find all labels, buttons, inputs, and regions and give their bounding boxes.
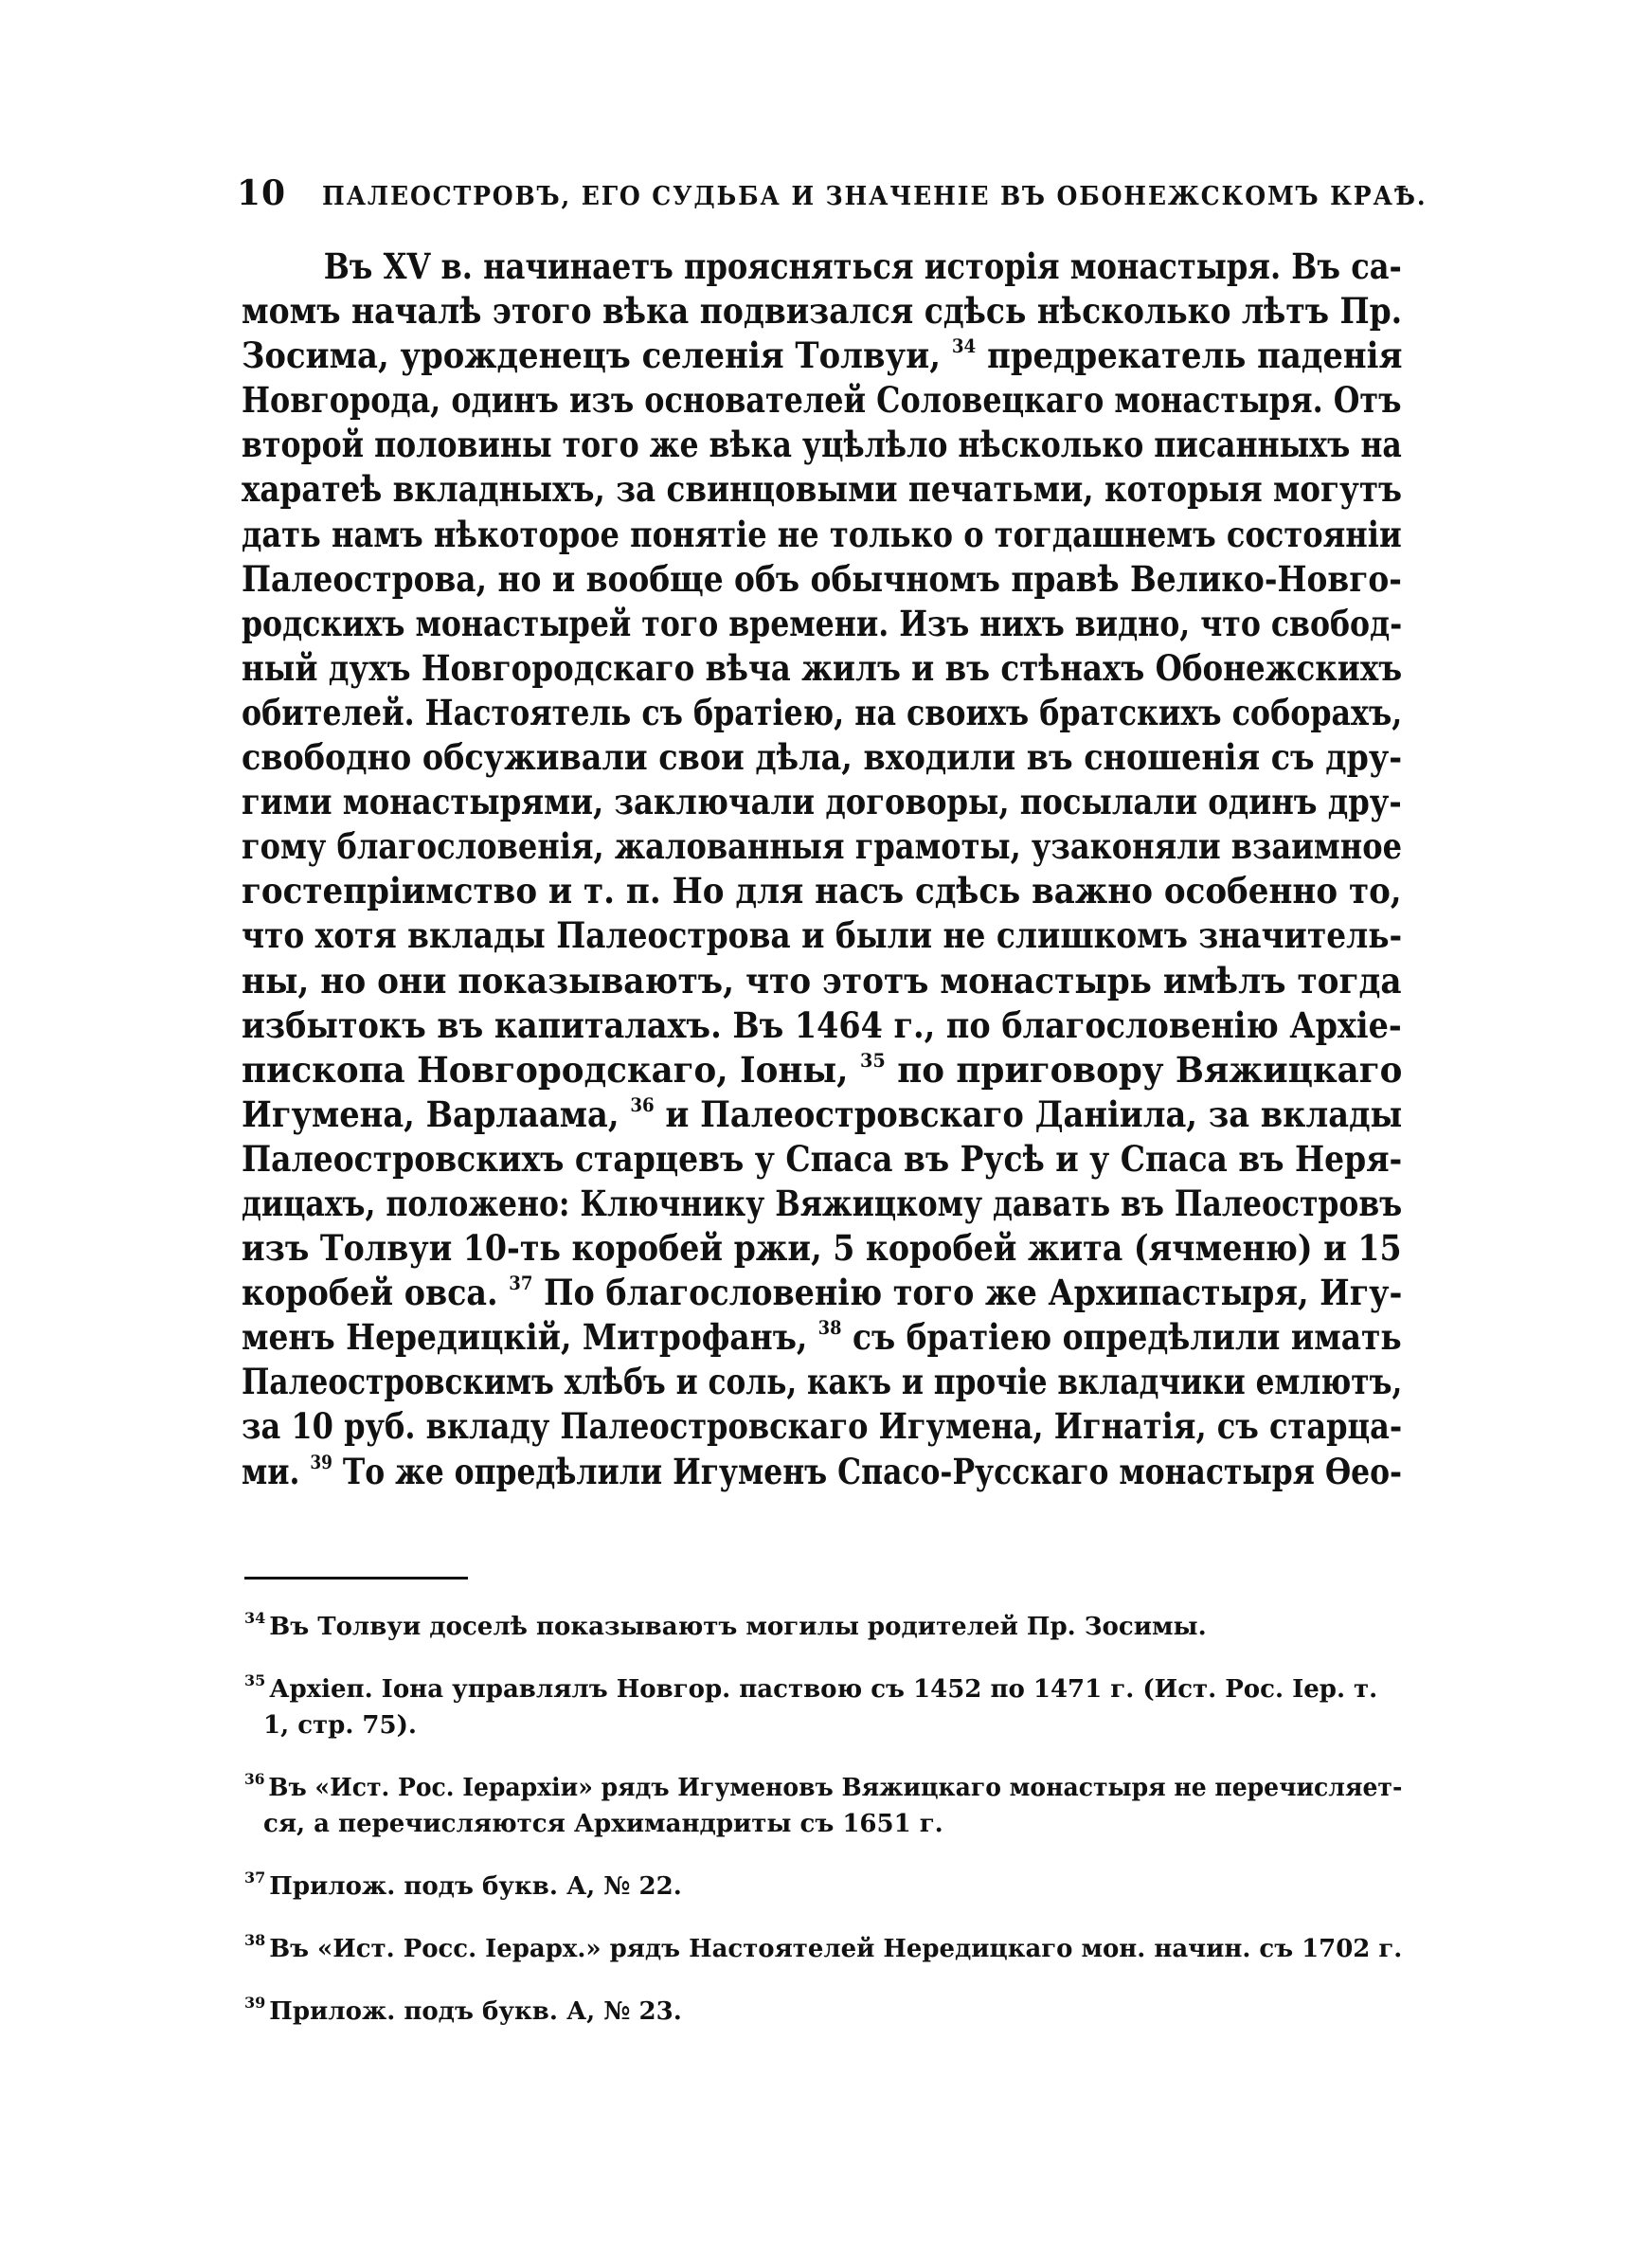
body-text xyxy=(242,244,1402,1494)
body-line: что хотя вклады Палеострова и были не слишкомъ значитель- xyxy=(242,914,1403,957)
footnote xyxy=(244,1931,1402,1967)
footnote-number: 35 xyxy=(244,1671,266,1689)
body-line: изъ Толвуи 10-ть коробей ржи, 5 коробей жита (ячменю) и 15 xyxy=(242,1227,1402,1270)
body-line: гими монастырями, заключали договоры, посылали одинъ дру- xyxy=(242,781,1402,823)
footnotes xyxy=(244,1609,1402,2056)
body-line: Новгорода, одинъ изъ основателей Соловецкаго монастыря. Отъ xyxy=(242,379,1402,422)
running-head xyxy=(237,173,1428,221)
footnote-ref: 37 xyxy=(509,1272,533,1295)
body-line: гостепріимство и т. п. Но для насъ сдѣсь важно особенно то, xyxy=(242,870,1402,912)
body-line: момъ началѣ этого вѣка подвизался сдѣсь нѣсколько лѣтъ Пр. xyxy=(242,290,1403,333)
footnote-ref: 38 xyxy=(817,1316,842,1340)
body-line: за 10 руб. вкладу Палеостровскаго Игумена, Игнатія, съ старца- xyxy=(242,1405,1403,1448)
footnote-number: 38 xyxy=(244,1931,266,1949)
footnote-number: 37 xyxy=(244,1869,266,1887)
body-line: гому благословенія, жалованныя грамоты, узаконяли взаимное xyxy=(242,825,1402,868)
body-line: Въ XV в. начинаетъ проясняться исторія монастыря. Въ са- xyxy=(323,245,1402,287)
body-line: ны, но они показываютъ, что этотъ монастырь имѣлъ тогда xyxy=(242,959,1402,1002)
footnote xyxy=(244,1994,1402,2030)
footnote xyxy=(244,1770,1402,1842)
body-line: дать намъ нѣкоторое понятіе не только о тогдашнемъ состояніи xyxy=(242,513,1402,555)
footnote-number: 36 xyxy=(244,1770,265,1788)
footnote xyxy=(244,1671,1402,1743)
body-line: Палеострова, но и вообще объ обычномъ правѣ Велико-Новго- xyxy=(242,557,1402,600)
footnote xyxy=(244,1609,1402,1645)
body-line: менъ Нередицкій, Митрофанъ, $^{38}$ съ братіею опредѣлили имать xyxy=(242,1316,1402,1359)
body-line: родскихъ монастырей того времени. Изъ нихъ видно, что свобод- xyxy=(242,602,1403,644)
body-line: избытокъ въ капиталахъ. Въ 1464 г., по благословенію Архіе- xyxy=(242,1003,1402,1046)
body-line: коробей овса. $^{37}$ По благословенію того же Архипастыря, Игу- xyxy=(242,1272,1403,1314)
footnote-ref: 39 xyxy=(310,1450,332,1473)
footnote-ref: 36 xyxy=(630,1092,655,1116)
footnote-rule xyxy=(244,1577,468,1580)
footnote-line: 1, стр. 75). xyxy=(263,1711,417,1740)
page-number: 10 xyxy=(237,173,287,213)
footnote-line: $^{34}$ Въ Толвуи доселѣ показываютъ могилы родителей Пр. Зосимы. xyxy=(244,1609,1207,1641)
footnote-line: $^{36}$ Въ «Ист. Рос. Іерархіи» рядъ Игуменовъ Вяжицкаго монастыря не перечисляет- xyxy=(244,1770,1403,1802)
footnote-number: 39 xyxy=(244,1994,266,2012)
body-line: Палеостровскихъ старцевъ у Спаса въ Русѣ и у Спаса въ Неря- xyxy=(242,1137,1403,1180)
body-line: пископа Новгородскаго, Іоны, $^{35}$ по приговору Вяжицкаго xyxy=(242,1048,1403,1091)
body-line: дицахъ, положено: Ключнику Вяжицкому давать въ Палеостровъ xyxy=(242,1182,1403,1224)
body-line: второй половины того же вѣка уцѣлѣло нѣсколько писанныхъ на xyxy=(242,424,1402,466)
body-line: обителей. Настоятель съ братіею, на своихъ братскихъ соборахъ, xyxy=(242,691,1403,733)
footnote-line: $^{35}$ Архіеп. Іона управлялъ Новгор. паствою съ 1452 по 1471 г. (Ист. Рос. Іер. т. xyxy=(244,1671,1378,1704)
body-line: ный духъ Новгородскаго вѣча жилъ и въ стѣнахъ Обонежскихъ xyxy=(242,646,1403,689)
footnote xyxy=(244,1869,1402,1905)
footnote-line: $^{39}$ Прилож. подъ букв. А, № 23. xyxy=(244,1994,682,2026)
body-line: Игумена, Варлаама, $^{36}$ и Палеостровскаго Даніила, за вклады xyxy=(242,1092,1403,1135)
footnote-ref: 35 xyxy=(859,1048,886,1072)
body-line: Зосима, урожденецъ селенія Толвуи, $^{34}$ предрекатель паденія xyxy=(242,334,1403,377)
footnote-number: 34 xyxy=(244,1609,266,1627)
body-line: свободно обсуживали свои дѣла, входили въ сношенія съ дру- xyxy=(242,736,1403,779)
footnote-line: $^{38}$ Въ «Ист. Росс. Іерарх.» рядъ Настоятелей Нередицкаго мон. начин. съ 1702 г. xyxy=(244,1931,1403,1963)
footnote-line: ся, а перечисляются Архимандриты съ 1651 г. xyxy=(263,1810,943,1838)
body-line: харатеѣ вкладныхъ, за свинцовыми печатьми, которыя могутъ xyxy=(242,468,1403,511)
footnote-ref: 34 xyxy=(951,334,977,358)
footnote-line: $^{37}$ Прилож. подъ букв. А, № 22. xyxy=(244,1869,682,1901)
body-line: ми. $^{39}$ То же опредѣлили Игуменъ Спасо-Русскаго монастыря Ѳео- xyxy=(242,1450,1403,1492)
body-line: Палеостровскимъ хлѣбъ и соль, какъ и прочіе вкладчики емлютъ, xyxy=(242,1361,1403,1403)
running-title: ПАЛЕОСТРОВЪ, ЕГО СУДЬБА И ЗНАЧЕНІЕ ВЪ ОБОНЕЖСКОМЪ КРАѢ. xyxy=(322,182,1428,211)
